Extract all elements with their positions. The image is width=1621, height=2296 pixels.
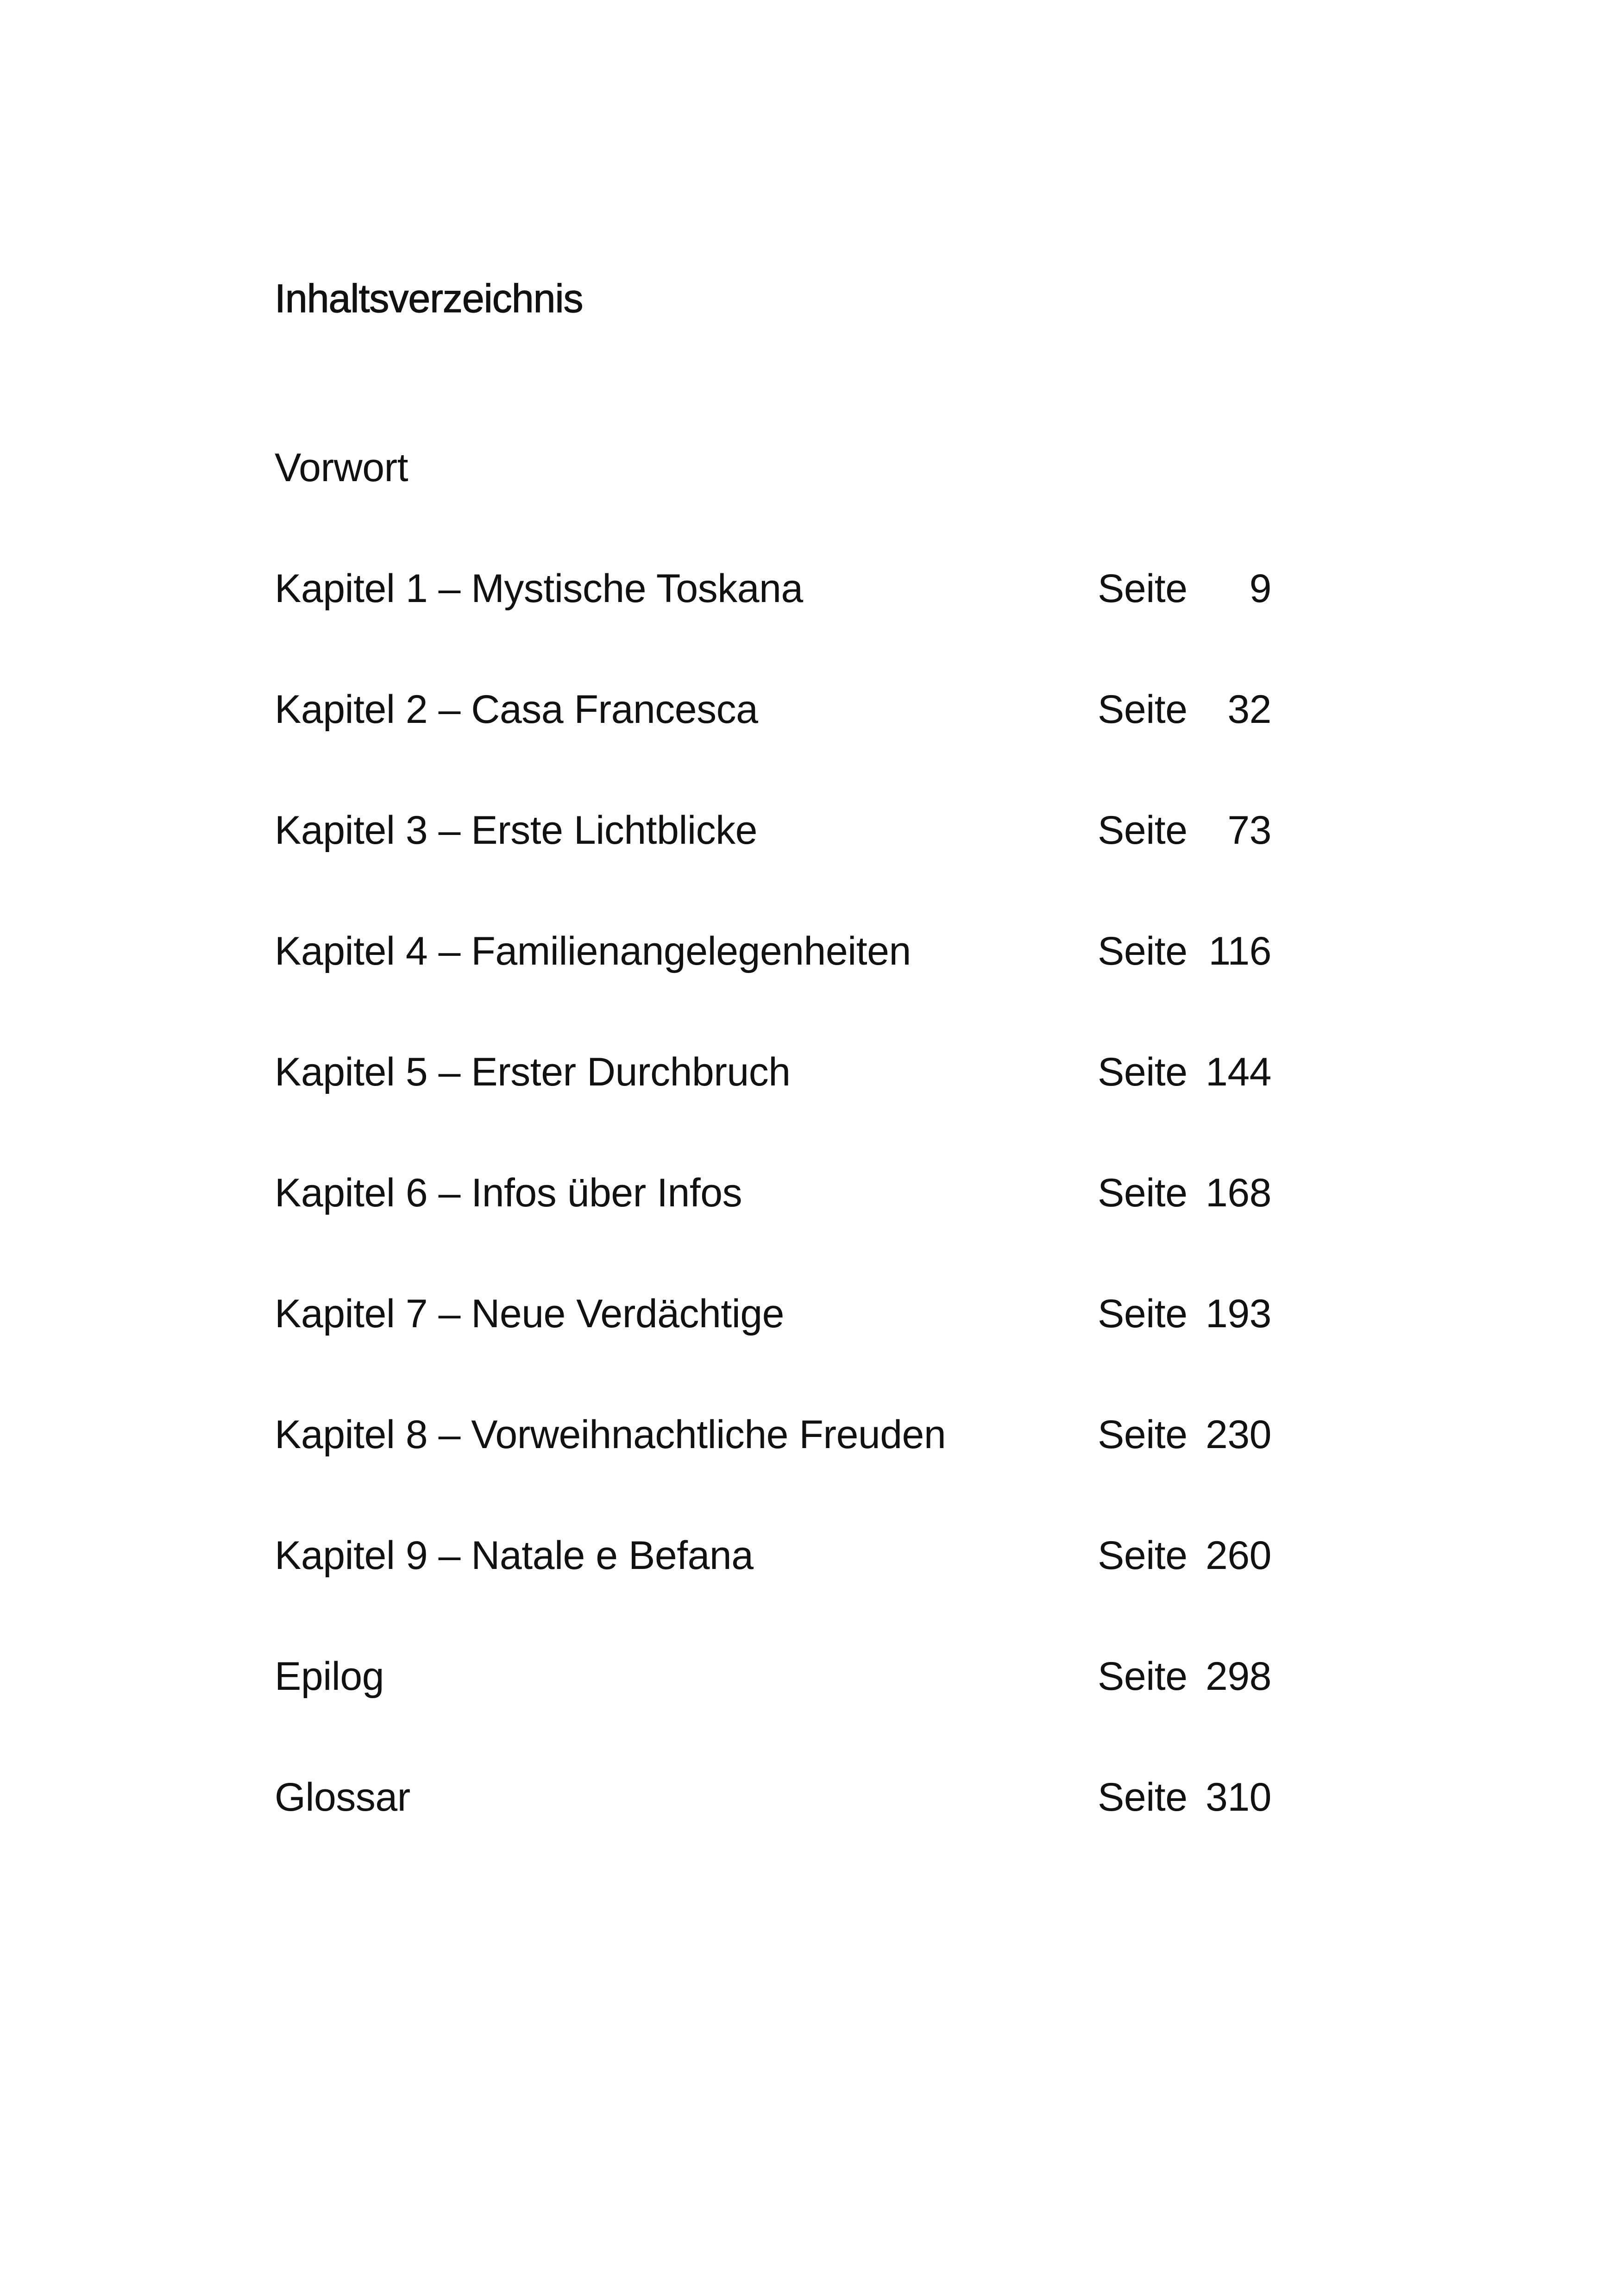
toc-entry-kapitel-6 bbox=[275, 1133, 1317, 1254]
toc-entry-page-ref bbox=[1098, 1049, 1271, 1095]
toc-entry-title: Kapitel 7 – Neue Verdächtige bbox=[275, 1292, 785, 1336]
page-word: Seite bbox=[1098, 1533, 1187, 1578]
toc-entry-kapitel-7 bbox=[275, 1254, 1317, 1374]
toc-entry-title: Kapitel 9 – Natale e Befana bbox=[275, 1533, 754, 1578]
toc-entry-title: Kapitel 6 – Infos über Infos bbox=[275, 1171, 742, 1215]
toc-entry-title: Kapitel 3 – Erste Lichtblicke bbox=[275, 808, 757, 853]
toc-entry-title: Epilog bbox=[275, 1654, 384, 1699]
page-number: 9 bbox=[1249, 566, 1271, 611]
toc-entry-vorwort bbox=[275, 408, 1317, 528]
page-number: 260 bbox=[1206, 1533, 1271, 1578]
toc-entry-title: Kapitel 5 – Erster Durchbruch bbox=[275, 1050, 791, 1094]
toc-entry-kapitel-2 bbox=[275, 649, 1317, 770]
toc-entry-title: Vorwort bbox=[275, 445, 408, 490]
toc-entry-title: Glossar bbox=[275, 1775, 410, 1819]
toc-entry-page-ref bbox=[1098, 808, 1271, 853]
page-number: 193 bbox=[1206, 1292, 1271, 1336]
toc-entry-title: Kapitel 4 – Familienangelegenheiten bbox=[275, 929, 911, 973]
toc-entry-kapitel-4 bbox=[275, 891, 1317, 1012]
toc-entry-page-ref bbox=[1098, 566, 1271, 612]
page-number: 298 bbox=[1206, 1654, 1271, 1699]
page-number: 168 bbox=[1206, 1171, 1271, 1215]
toc-entry-page-ref bbox=[1098, 928, 1271, 974]
page-word: Seite bbox=[1098, 1775, 1187, 1819]
toc-entry-title: Kapitel 2 – Casa Francesca bbox=[275, 687, 758, 732]
page-number: 310 bbox=[1206, 1775, 1271, 1819]
page-word: Seite bbox=[1098, 929, 1187, 973]
toc-entry-title: Kapitel 8 – Vorweihnachtliche Freuden bbox=[275, 1412, 946, 1457]
page-word: Seite bbox=[1098, 808, 1187, 853]
toc-entry-title: Kapitel 1 – Mystische Toskana bbox=[275, 566, 803, 611]
toc-entry-page-ref bbox=[1098, 1775, 1271, 1820]
toc-entry-page-ref bbox=[1098, 1291, 1271, 1337]
toc-entry-page-ref bbox=[1098, 687, 1271, 733]
page-number: 144 bbox=[1206, 1050, 1271, 1094]
page-word: Seite bbox=[1098, 1412, 1187, 1457]
page-number: 73 bbox=[1227, 808, 1271, 853]
page-word: Seite bbox=[1098, 1654, 1187, 1699]
toc-entry-glossar bbox=[275, 1737, 1317, 1858]
page-word: Seite bbox=[1098, 687, 1187, 732]
toc-entry-kapitel-3 bbox=[275, 770, 1317, 891]
toc-entry-kapitel-8 bbox=[275, 1374, 1317, 1495]
toc-list bbox=[275, 408, 1317, 1858]
toc-entry-kapitel-5 bbox=[275, 1012, 1317, 1133]
page-number: 116 bbox=[1208, 929, 1271, 973]
toc-entry-kapitel-1 bbox=[275, 528, 1317, 649]
toc-entry-epilog bbox=[275, 1616, 1317, 1737]
page-word: Seite bbox=[1098, 1171, 1187, 1215]
page-word: Seite bbox=[1098, 1292, 1187, 1336]
toc-entry-page-ref bbox=[1098, 1533, 1271, 1579]
page-word: Seite bbox=[1098, 1050, 1187, 1094]
toc-entry-page-ref bbox=[1098, 1170, 1271, 1216]
toc-entry-kapitel-9 bbox=[275, 1495, 1317, 1616]
page-number: 230 bbox=[1206, 1412, 1271, 1457]
page-number: 32 bbox=[1227, 687, 1271, 732]
toc-heading: Inhaltsverzeichnis bbox=[275, 276, 583, 321]
page-word: Seite bbox=[1098, 566, 1187, 611]
toc-entry-page-ref bbox=[1098, 1654, 1271, 1700]
toc-entry-page-ref bbox=[1098, 1412, 1271, 1458]
